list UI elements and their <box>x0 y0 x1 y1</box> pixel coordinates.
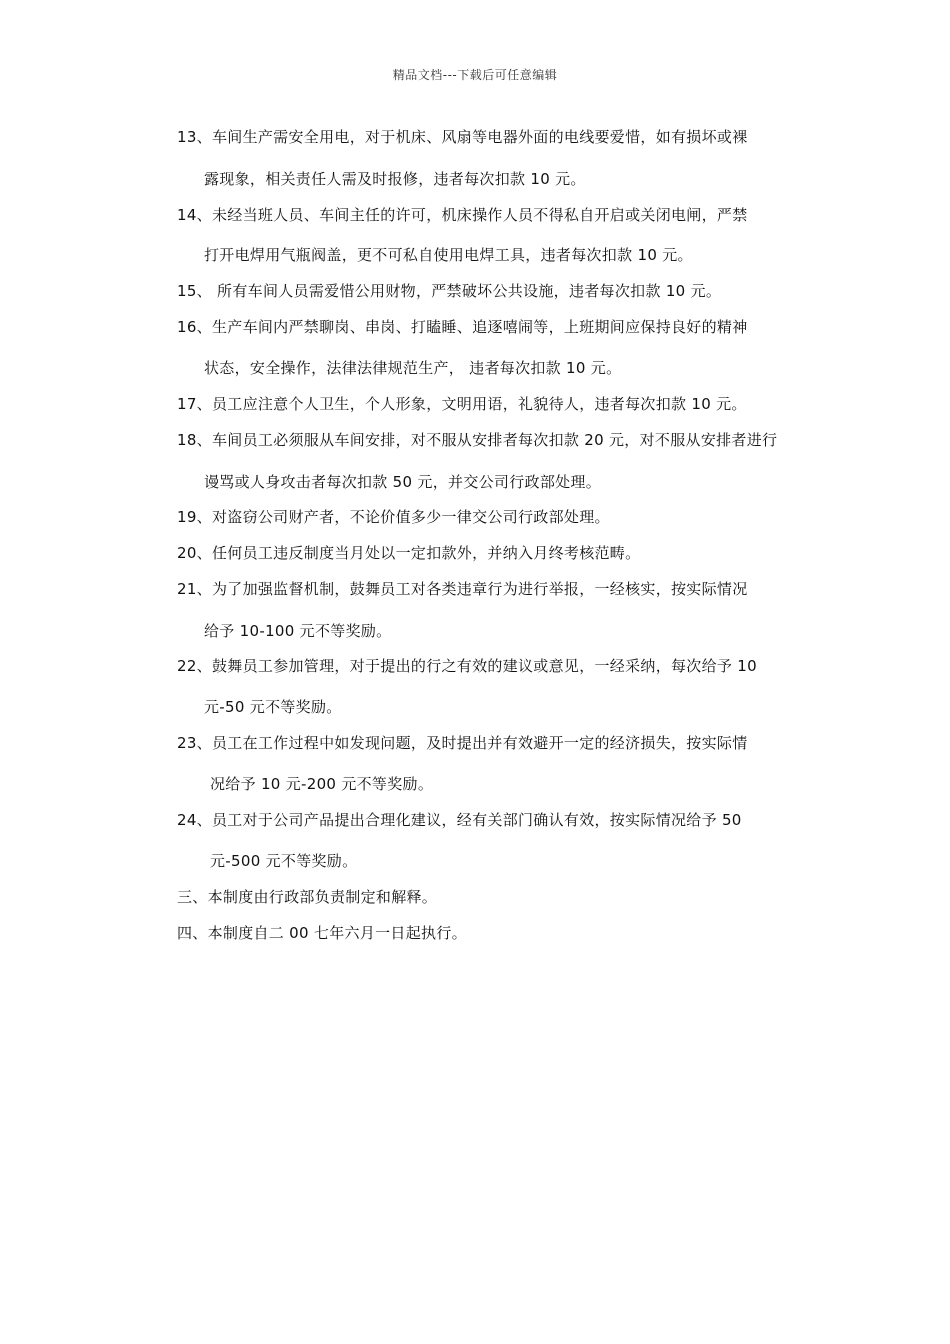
list-item: 给予 10-100 元不等奖励。 <box>204 622 392 640</box>
list-item: 谩骂或人身攻击者每次扣款 50 元，并交公司行政部处理。 <box>204 473 602 491</box>
list-item: 23、员工在工作过程中如发现问题，及时提出并有效避开一定的经济损失，按实际情 <box>177 734 748 752</box>
list-item: 露现象，相关责任人需及时报修，违者每次扣款 10 元。 <box>204 170 586 188</box>
list-item: 19、对盗窃公司财产者，不论价值多少一律交公司行政部处理。 <box>177 508 610 526</box>
list-item: 元-500 元不等奖励。 <box>210 852 358 870</box>
list-item: 21、为了加强监督机制，鼓舞员工对各类违章行为进行举报，一经核实，按实际情况 <box>177 580 748 598</box>
list-item: 况给予 10 元-200 元不等奖励。 <box>210 775 434 793</box>
list-item: 15、 所有车间人员需爱惜公用财物，严禁破坏公共设施，违者每次扣款 10 元。 <box>177 282 722 300</box>
list-item: 16、生产车间内严禁聊岗、串岗、打瞌睡、追逐嘻闹等，上班期间应保持良好的精神 <box>177 318 748 336</box>
list-item: 元-50 元不等奖励。 <box>204 698 342 716</box>
list-item: 14、未经当班人员、车间主任的许可，机床操作人员不得私自开启或关闭电闸，严禁 <box>177 206 748 224</box>
list-item: 17、员工应注意个人卫生，个人形象，文明用语，礼貌待人，违者每次扣款 10 元。 <box>177 395 747 413</box>
list-item: 四、本制度自二 00 七年六月一日起执行。 <box>177 924 467 942</box>
list-item: 20、任何员工违反制度当月处以一定扣款外，并纳入月终考核范畴。 <box>177 544 641 562</box>
list-item: 24、员工对于公司产品提出合理化建议，经有关部门确认有效，按实际情况给予 50 <box>177 811 742 829</box>
list-item: 22、鼓舞员工参加管理，对于提出的行之有效的建议或意见，一经采纳，每次给予 10 <box>177 657 757 675</box>
list-item: 13、车间生产需安全用电，对于机床、风扇等电器外面的电线要爱惜，如有损坏或裸 <box>177 128 748 146</box>
list-item: 打开电焊用气瓶阀盖，更不可私自使用电焊工具，违者每次扣款 10 元。 <box>204 246 693 264</box>
page-header: 精品文档---下载后可任意编辑 <box>392 68 558 82</box>
list-item: 三、本制度由行政部负责制定和解释。 <box>177 888 438 906</box>
list-item: 状态，安全操作，法律法律规范生产， 违者每次扣款 10 元。 <box>204 359 622 377</box>
list-item: 18、车间员工必须服从车间安排，对不服从安排者每次扣款 20 元，对不服从安排者进行 <box>177 431 778 449</box>
